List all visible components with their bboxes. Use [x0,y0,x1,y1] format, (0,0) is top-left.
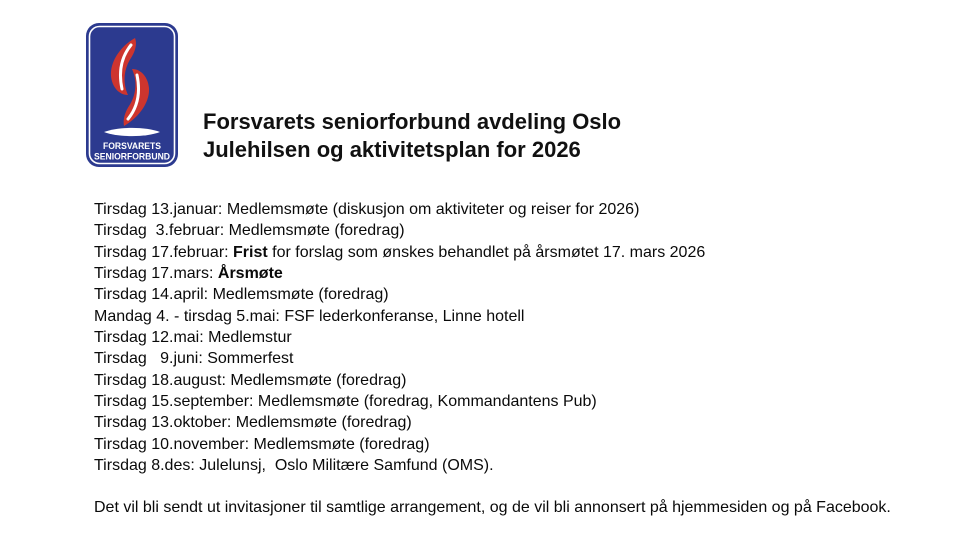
event-text: Mandag 4. - tirsdag 5.mai: FSF lederkonferanse, Linne hotell [94,307,525,325]
logo-org-name-line2: SENIORFORBUND [94,151,171,163]
event-text: Tirsdag 3.februar: Medlemsmøte (foredrag) [94,222,405,240]
event-line [94,242,705,263]
fsf-logo-graphic [86,23,178,167]
event-line [94,348,705,369]
event-line [94,434,705,455]
event-line [94,412,705,433]
event-text: Tirsdag 15.september: Medlemsmøte (foredrag, Kommandantens Pub) [94,393,597,411]
title-line2: Julehilsen og aktivitetsplan for 2026 [203,137,581,162]
event-line [94,263,705,284]
event-text: for forslag som ønskes behandlet på årsmøtet 17. mars 2026 [267,243,706,261]
event-line [94,370,705,391]
event-emphasis-text: Frist [233,243,268,261]
event-text: Tirsdag 13.januar: Medlemsmøte (diskusjon om aktiviteter og reiser for 2026) [94,201,640,218]
event-text: Tirsdag 12.mai: Medlemstur [94,329,292,347]
event-line [94,455,705,476]
fsf-logo [86,23,178,167]
event-line [94,284,705,305]
event-line [94,306,705,327]
event-line [94,220,705,241]
event-list [94,199,705,476]
event-line [94,199,705,220]
logo-org-name-line1: FORSVARETS [103,141,161,152]
event-text: Tirsdag 13.oktober: Medlemsmøte (foredrag) [94,414,412,432]
event-line [94,391,705,412]
event-text: Tirsdag 17.februar: [94,243,234,261]
event-text: Tirsdag 14.april: Medlemsmøte (foredrag) [94,286,389,304]
event-emphasis-text: Årsmøte [217,265,283,283]
event-text: Tirsdag 9.juni: Sommerfest [94,350,294,368]
title-line1: Forsvarets seniorforbund avdeling Oslo [203,109,622,134]
footer-note: Det vil bli sendt ut invitasjoner til samtlige arrangement, og de vil bli annonsert på hjemmesiden og på Facebook. [94,499,891,516]
event-text: Tirsdag 8.des: Julelunsj, Oslo Militære Samfund (OMS). [94,457,494,475]
event-text: Tirsdag 18.august: Medlemsmøte (foredrag) [94,371,407,389]
event-text: Tirsdag 10.november: Medlemsmøte (foredrag) [94,435,430,453]
event-line [94,327,705,348]
event-text: Tirsdag 17.mars: [94,265,218,283]
page-title [203,108,621,164]
